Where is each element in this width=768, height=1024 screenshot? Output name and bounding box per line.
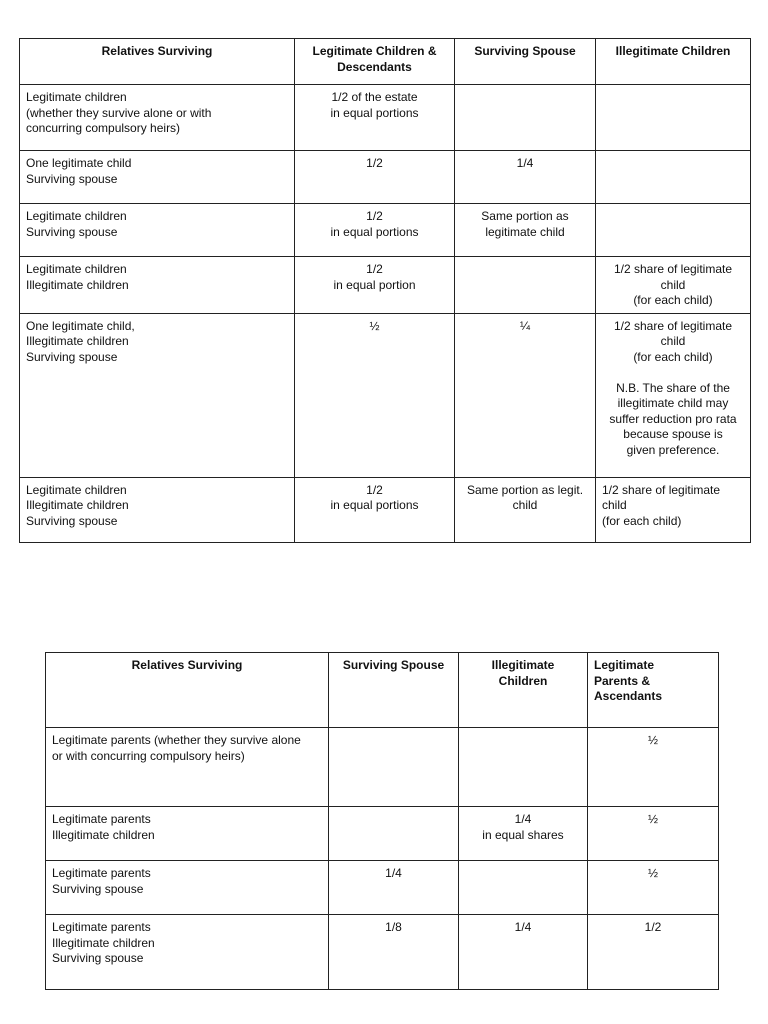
- table-cell: Legitimate parents Illegitimate children: [46, 807, 329, 861]
- table-cell: 1/4: [329, 861, 459, 915]
- table-cell: 1/2 share of legitimate child (for each child): [596, 477, 751, 542]
- table-header-row: [46, 653, 719, 728]
- table-cell: 1/4: [459, 915, 588, 990]
- table-row: [46, 728, 719, 807]
- table-row: [46, 807, 719, 861]
- table-cell: 1/2 share of legitimate child (for each child) N.B. The share of the illegitimate child may suffer reduction pro rata because spouse is given preference.: [596, 313, 751, 477]
- table-cell: ½: [588, 728, 719, 807]
- table-cell: ½: [588, 807, 719, 861]
- header-illegitimate-children: Illegitimate Children: [596, 39, 751, 85]
- table-row: [20, 204, 751, 257]
- table-cell: [596, 204, 751, 257]
- table-cell: Legitimate children Surviving spouse: [20, 204, 295, 257]
- table-cell: [329, 807, 459, 861]
- table-cell: [455, 257, 596, 314]
- table-row: [20, 85, 751, 151]
- table-cell: ¼: [455, 313, 596, 477]
- table-cell: One legitimate child, Illegitimate children Surviving spouse: [20, 313, 295, 477]
- table-cell: 1/2 in equal portion: [295, 257, 455, 314]
- table-cell: ½: [295, 313, 455, 477]
- table-header-row: [20, 39, 751, 85]
- header-surviving-spouse: Surviving Spouse: [455, 39, 596, 85]
- table-cell: One legitimate child Surviving spouse: [20, 151, 295, 204]
- table-cell: 1/4: [455, 151, 596, 204]
- table-cell: 1/2 share of legitimate child (for each child): [596, 257, 751, 314]
- table-row: [20, 257, 751, 314]
- table-cell: Same portion as legit. child: [455, 477, 596, 542]
- table-row: [46, 861, 719, 915]
- table-cell: 1/4 in equal shares: [459, 807, 588, 861]
- table-cell: 1/2 of the estate in equal portions: [295, 85, 455, 151]
- table-cell: Legitimate children Illegitimate children: [20, 257, 295, 314]
- table-cell: Legitimate children Illegitimate children Surviving spouse: [20, 477, 295, 542]
- header-relatives-surviving: Relatives Surviving: [20, 39, 295, 85]
- header-illegitimate-children: Illegitimate Children: [459, 653, 588, 728]
- header-legitimate-children-descendants: Legitimate Children & Descendants: [295, 39, 455, 85]
- table-cell: [596, 151, 751, 204]
- header-legitimate-parents-ascendants: Legitimate Parents & Ascendants: [588, 653, 719, 728]
- table-cell: Legitimate parents (whether they survive alone or with concurring compulsory heirs): [46, 728, 329, 807]
- table-cell: 1/2: [295, 151, 455, 204]
- table-cell: 1/2 in equal portions: [295, 477, 455, 542]
- table-row: [20, 151, 751, 204]
- header-surviving-spouse: Surviving Spouse: [329, 653, 459, 728]
- table-cell: 1/2 in equal portions: [295, 204, 455, 257]
- table-cell: Same portion as legitimate child: [455, 204, 596, 257]
- table-cell: Legitimate parents Illegitimate children Surviving spouse: [46, 915, 329, 990]
- table-cell: 1/8: [329, 915, 459, 990]
- table-cell: ½: [588, 861, 719, 915]
- succession-table-legitimate-parents: [45, 652, 719, 990]
- table-row: [20, 313, 751, 477]
- succession-table-legitimate-children: [19, 38, 751, 543]
- table-cell: [455, 85, 596, 151]
- table-cell: 1/2: [588, 915, 719, 990]
- table-cell: [459, 861, 588, 915]
- table-row: [46, 915, 719, 990]
- table-cell: Legitimate children (whether they survive alone or with concurring compulsory heirs): [20, 85, 295, 151]
- table-cell: [596, 85, 751, 151]
- table-cell: [459, 728, 588, 807]
- table-cell: Legitimate parents Surviving spouse: [46, 861, 329, 915]
- header-relatives-surviving: Relatives Surviving: [46, 653, 329, 728]
- table-cell: [329, 728, 459, 807]
- table-row: [20, 477, 751, 542]
